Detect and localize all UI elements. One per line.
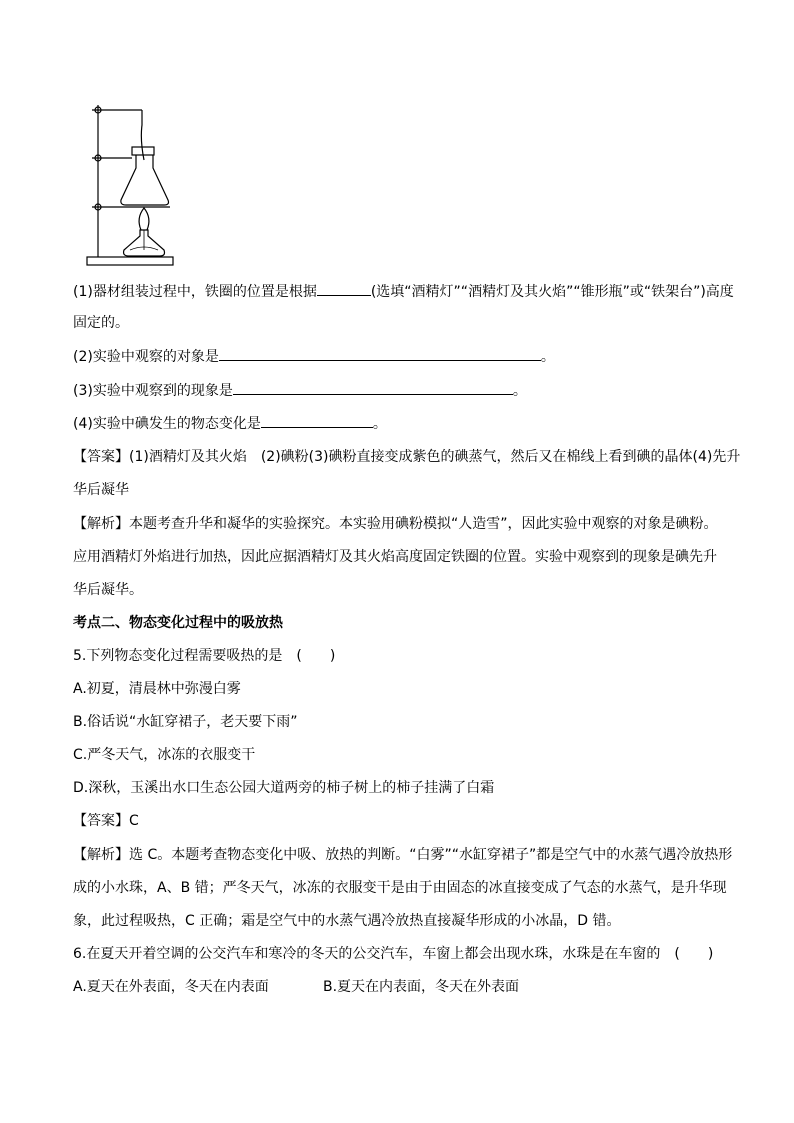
q5-option-a: A.初夏，清晨林中弥漫白雾 bbox=[73, 681, 241, 697]
q5-analysis-line3: 象，此过程吸热，C 正确；霜是空气中的水蒸气遇冷放热直接凝华形成的小冰晶，D 错。 bbox=[73, 913, 621, 929]
q-iodine-analysis-line3: 华后凝华。 bbox=[73, 582, 143, 598]
q5-option-b: B.俗话说“水缸穿裙子，老天要下雨” bbox=[73, 714, 298, 730]
q5-option-d: D.深秋，玉溪出水口生态公园大道两旁的柿子树上的柿子挂满了白霜 bbox=[73, 780, 495, 796]
q-iodine-part3: (3)实验中观察到的现象是 。 bbox=[73, 380, 733, 401]
section-title: 考点二、物态变化过程中的吸放热 bbox=[73, 615, 283, 631]
q5-stem: 5.下列物态变化过程需要吸热的是 ( ) bbox=[73, 648, 336, 664]
part1-text-a: (1)器材组装过程中，铁圈的位置是根据 bbox=[73, 284, 317, 300]
part2-blank bbox=[219, 346, 541, 361]
part3-blank bbox=[233, 380, 513, 395]
part2-text: (2)实验中观察的对象是 bbox=[73, 349, 219, 365]
part3-text: (3)实验中观察到的现象是 bbox=[73, 383, 233, 399]
part1-blank bbox=[317, 281, 371, 296]
q-iodine-answer-line1: 【答案】(1)酒精灯及其火焰 (2)碘粉(3)碘粉直接变成紫色的碘蒸气，然后又在棉线上看到碘的晶体(4)先升 bbox=[73, 449, 741, 465]
stand-base bbox=[87, 257, 173, 265]
q5-option-c: C.严冬天气，冰冻的衣服变干 bbox=[73, 747, 256, 763]
q5-answer: 【答案】C bbox=[73, 813, 139, 829]
q-iodine-part2: (2)实验中观察的对象是 。 bbox=[73, 346, 733, 367]
flame bbox=[139, 208, 149, 230]
part1-text-b: (选填“酒精灯”“酒精灯及其火焰”“锥形瓶”或“铁架台”)高度 bbox=[370, 284, 734, 300]
experiment-apparatus-figure bbox=[84, 100, 176, 270]
part4-blank bbox=[261, 413, 373, 428]
q-iodine-part1 bbox=[73, 281, 733, 302]
q-iodine-analysis-line1: 【解析】本题考查升华和凝华的实验探究。本实验用碘粉模拟“人造雪”，因此实验中观察的对象是碘粉。 bbox=[73, 516, 718, 532]
q6-stem: 6.在夏天开着空调的公交汽车和寒冷的冬天的公交汽车，车窗上都会出现水珠，水珠是在车窗的 ( ) bbox=[73, 946, 714, 962]
q6-option-b: B.夏天在内表面，冬天在外表面 bbox=[323, 979, 520, 995]
cotton-thread bbox=[141, 110, 144, 160]
q-iodine-answer-line2: 华后凝华 bbox=[73, 482, 129, 498]
q-iodine-part4: (4)实验中碘发生的物态变化是 。 bbox=[73, 413, 733, 434]
q-iodine-part1-cont: 固定的。 bbox=[73, 315, 129, 331]
q5-analysis-line1: 【解析】选 C。本题考查物态变化中吸、放热的判断。“白雾”“水缸穿裙子”都是空气中的水蒸气遇冷放热形 bbox=[73, 847, 733, 863]
part4-text: (4)实验中碘发生的物态变化是 bbox=[73, 416, 261, 432]
q-iodine-analysis-line2: 应用酒精灯外焰进行加热，因此应据酒精灯及其火焰高度固定铁圈的位置。实验中观察到的现象是碘先升 bbox=[73, 549, 717, 565]
q6-option-a: A.夏天在外表面，冬天在内表面 bbox=[73, 979, 269, 995]
q5-analysis-line2: 成的小水珠，A、B 错；严冬天气，冰冻的衣服变干是由于由固态的冰直接变成了气态的水蒸气，是升华现 bbox=[73, 880, 727, 896]
conical-flask bbox=[121, 155, 169, 205]
